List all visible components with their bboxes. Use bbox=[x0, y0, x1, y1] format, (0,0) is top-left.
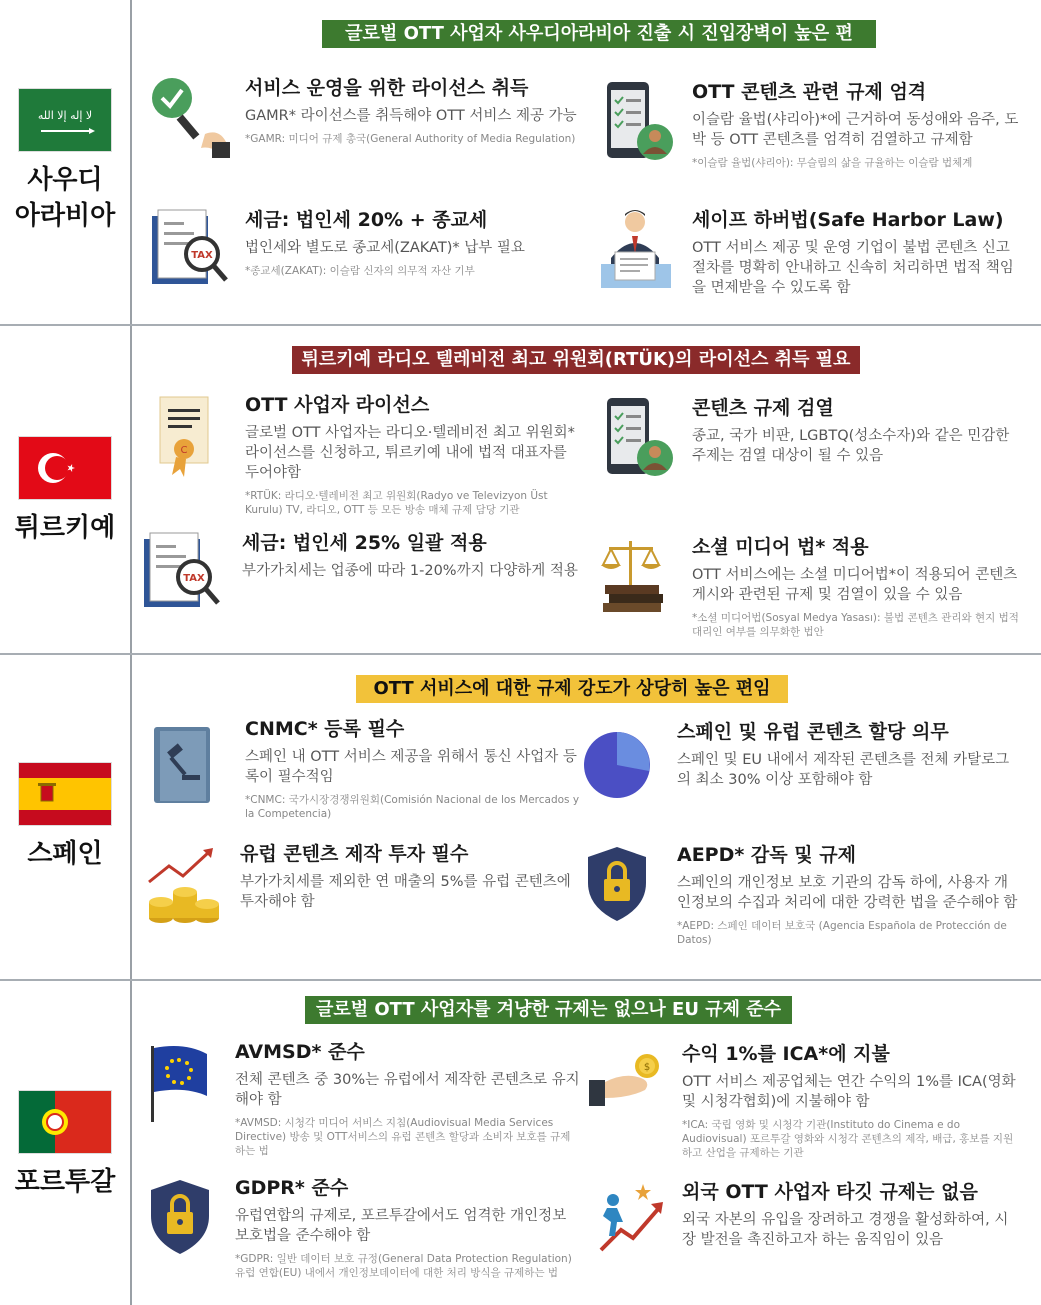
item-title: CNMC* 등록 필수 bbox=[245, 718, 405, 740]
item-desc: 전체 콘텐츠 중 30%는 유럽에서 제작한 콘텐츠로 유지해야 함 bbox=[235, 1072, 580, 1108]
item-title: 외국 OTT 사업자 타깃 규제는 없음 bbox=[682, 1181, 978, 1203]
section-banner: 튀르키예 라디오 텔레비전 최고 위원회(RTÜK)의 라이선스 취득 필요 bbox=[292, 346, 860, 374]
coins-growth-icon bbox=[145, 842, 225, 922]
svg-text:C: C bbox=[180, 445, 188, 456]
eu-flag-icon bbox=[145, 1040, 225, 1120]
section-banner: OTT 서비스에 대한 규제 강도가 상당히 높은 편임 bbox=[356, 675, 788, 703]
item-title: 수익 1%를 ICA*에 지불 bbox=[682, 1043, 890, 1065]
item-avmsd bbox=[145, 1040, 580, 1165]
checklist-phone-icon bbox=[597, 80, 677, 160]
item-license bbox=[150, 76, 580, 196]
svg-text:TAX: TAX bbox=[183, 573, 205, 584]
certificate-icon bbox=[150, 393, 230, 473]
lock-shield-icon bbox=[145, 1176, 225, 1256]
country-name: 포르투갈 bbox=[14, 1167, 116, 1197]
item-desc: 스페인 및 EU 내에서 제작된 콘텐츠를 전체 카탈로그의 최소 30% 이상 포함해야 함 bbox=[677, 752, 1010, 788]
svg-text:ﻻ ﺇﻟﻪ ﺇﻻ ﺍﻟﻠﻪ: ﻻ ﺇﻟﻪ ﺇﻻ ﺍﻟﻠﻪ bbox=[37, 109, 93, 122]
checklist-phone-icon bbox=[597, 396, 677, 476]
item-cnmc bbox=[150, 717, 580, 837]
item-note: *ICA: 국립 영화 및 시청각 기관(Instituto do Cinema e do Audiovisual) 포르투갈 영화와 시청각 콘텐츠의 제작, 배급, 홍보를 지원하고 산업을 규제하는 기관 bbox=[682, 1119, 1014, 1159]
item-desc: 스페인 내 OTT 서비스 제공을 위해서 통신 사업자 등록이 필수적임 bbox=[245, 749, 577, 785]
item-desc: OTT 서비스 제공업체는 연간 수익의 1%를 ICA(영화 및 시청각협회)에 지불해야 함 bbox=[682, 1074, 1016, 1110]
item-note: *이슬람 율법(샤리아): 무슬림의 삶을 규율하는 이슬람 법체계 bbox=[692, 157, 973, 169]
item-desc: 부가가치세는 업종에 따라 1-20%까지 다양하게 적용 bbox=[242, 563, 578, 579]
item-note: *GDPR: 일반 데이터 보호 규정(General Data Protection Regulation) 유럽 연합(EU) 내에서 개인정보데이터에 대한 처리 방식을 규제하는 법 bbox=[235, 1253, 572, 1279]
spain-flag-icon bbox=[18, 762, 112, 826]
item-note: *RTÜK: 라디오·텔레비전 최고 위원회(Radyo ve Televizyon Üst Kurulu) TV, 라디오, OTT 등 모든 방송 매체 규제 담당 기관 bbox=[245, 490, 548, 516]
section-banner: 글로벌 OTT 사업자 사우디아라비아 진출 시 진입장벽이 높은 편 bbox=[322, 20, 876, 48]
country-saudi-arabia bbox=[0, 88, 130, 234]
item-social-media-law bbox=[597, 535, 1022, 650]
item-desc: GAMR* 라이선스를 취득해야 OTT 서비스 제공 가능 bbox=[245, 108, 577, 124]
item-desc: OTT 서비스 제공 및 운영 기업이 불법 콘텐츠 신고 절차를 명확히 안내하고 신속히 처리하면 법적 책임을 면제받을 수 있도록 함 bbox=[692, 240, 1014, 296]
item-eu-content-quota bbox=[582, 720, 1022, 820]
section-banner: 글로벌 OTT 사업자를 겨냥한 규제는 없으나 EU 규제 준수 bbox=[305, 996, 792, 1024]
item-desc: 스페인의 개인정보 보호 기관의 감독 하에, 사용자 개인정보의 수집과 처리에 대한 강력한 법을 준수해야 함 bbox=[677, 875, 1018, 911]
license-magnifier-icon bbox=[150, 76, 230, 156]
section-divider bbox=[0, 653, 1041, 655]
item-title: 스페인 및 유럽 콘텐츠 할당 의무 bbox=[677, 721, 949, 743]
coin-hand-icon bbox=[587, 1042, 667, 1122]
section-divider bbox=[0, 324, 1041, 326]
item-title: 세이프 하버법(Safe Harbor Law) bbox=[692, 209, 1004, 231]
item-title: 유럽 콘텐츠 제작 투자 필수 bbox=[240, 843, 469, 865]
item-title: GDPR* 준수 bbox=[235, 1177, 349, 1199]
item-desc: 부가가치세를 제외한 연 매출의 5%를 유럽 콘텐츠에 투자해야 함 bbox=[240, 874, 571, 910]
item-title: 세금: 법인세 20% + 종교세 bbox=[245, 209, 488, 231]
country-name: 사우디 아라비아 bbox=[14, 165, 116, 231]
item-title: AVMSD* 준수 bbox=[235, 1041, 365, 1063]
item-title: 세금: 법인세 25% 일괄 적용 bbox=[242, 532, 487, 554]
item-ott-license bbox=[150, 393, 580, 523]
item-title: OTT 사업자 라이선스 bbox=[245, 394, 430, 416]
item-desc: 이슬람 율법(샤리아)*에 근거하여 동성애와 음주, 도박 등 OTT 콘텐츠를 엄격히 검열하고 규제함 bbox=[692, 112, 1019, 148]
item-desc: 외국 자본의 유입을 장려하고 경쟁을 활성화하여, 시장 발전을 촉진하고자 하는 움직임이 있음 bbox=[682, 1212, 1009, 1248]
portugal-flag-icon bbox=[18, 1090, 112, 1154]
pie-chart-icon bbox=[582, 730, 662, 810]
item-note: *AVMSD: 시청각 미디어 서비스 지침(Audiovisual Media Services Directive) 방송 및 OTT서비스의 유럽 콘텐츠 할당과 소비자 보호를 규제하는 법 bbox=[235, 1117, 571, 1157]
tax-document-icon bbox=[150, 208, 230, 288]
item-aepd bbox=[582, 843, 1022, 968]
country-spain bbox=[0, 762, 130, 872]
item-title: AEPD* 감독 및 규제 bbox=[677, 844, 856, 866]
turkey-flag-icon bbox=[18, 436, 112, 500]
item-desc: OTT 서비스에는 소셜 미디어법*이 적용되어 콘텐츠 게시와 관련된 규제 및 검열이 있을 수 있음 bbox=[692, 567, 1018, 603]
country-turkey bbox=[0, 436, 130, 546]
item-title: 소셜 미디어 법* 적용 bbox=[692, 536, 869, 558]
tax-document-icon bbox=[142, 531, 222, 611]
item-note: *GAMR: 미디어 규제 총국(General Authority of Media Regulation) bbox=[245, 133, 576, 145]
lock-shield-icon bbox=[582, 843, 662, 923]
item-title: 콘텐츠 규제 검열 bbox=[692, 397, 834, 419]
item-note: *소셜 미디어법(Sosyal Medya Yasası): 불법 콘텐츠 관리와 현지 법적 대리인 여부를 의무화한 법안 bbox=[692, 612, 1019, 638]
item-note: *AEPD: 스페인 데이터 보호국 (Agencia Española de Protección de Datos) bbox=[677, 920, 1007, 946]
item-content-censorship bbox=[597, 396, 1022, 496]
item-note: *종교세(ZAKAT): 이슬람 신자의 의무적 자산 기부 bbox=[245, 265, 475, 277]
scales-books-icon bbox=[597, 535, 677, 615]
item-desc: 글로벌 OTT 사업자는 라디오·텔레비전 최고 위원회* 라이선스를 신청하고, 튀르키예 내에 법적 대표자를 두어야함 bbox=[245, 425, 575, 481]
item-eu-investment bbox=[145, 842, 580, 942]
item-note: *CNMC: 국가시장경쟁위원회(Comisión Nacional de los Mercados y la Competencia) bbox=[245, 794, 580, 820]
item-ica-payment bbox=[587, 1042, 1022, 1167]
item-desc: 유럽연합의 규제로, 포르투갈에서도 엄격한 개인정보보호법을 준수해야 함 bbox=[235, 1208, 567, 1244]
growth-person-icon bbox=[587, 1180, 667, 1260]
section-divider bbox=[0, 979, 1041, 981]
businessman-documents-icon bbox=[597, 208, 677, 288]
item-corporate-tax bbox=[142, 531, 580, 631]
country-name: 스페인 bbox=[27, 839, 103, 869]
country-name: 튀르키예 bbox=[14, 513, 116, 543]
item-desc: 법인세와 별도로 종교세(ZAKAT)* 납부 필요 bbox=[245, 240, 525, 256]
country-portugal bbox=[0, 1090, 130, 1200]
svg-text:$: $ bbox=[643, 1062, 651, 1073]
item-title: 서비스 운영을 위한 라이선스 취득 bbox=[245, 77, 529, 99]
saudi-flag-icon bbox=[18, 88, 112, 152]
item-tax bbox=[150, 208, 580, 308]
item-desc: 종교, 국가 비판, LGBTQ(성소수자)와 같은 민감한 주제는 검열 대상이 될 수 있음 bbox=[692, 428, 1010, 464]
item-content-regulation bbox=[597, 80, 1022, 200]
svg-text:TAX: TAX bbox=[191, 250, 213, 261]
item-safe-harbor bbox=[597, 208, 1022, 318]
item-no-foreign-targeting bbox=[587, 1180, 1022, 1280]
item-title: OTT 콘텐츠 관련 규제 엄격 bbox=[692, 81, 927, 103]
item-gdpr bbox=[145, 1176, 580, 1296]
gavel-book-icon bbox=[150, 717, 230, 797]
